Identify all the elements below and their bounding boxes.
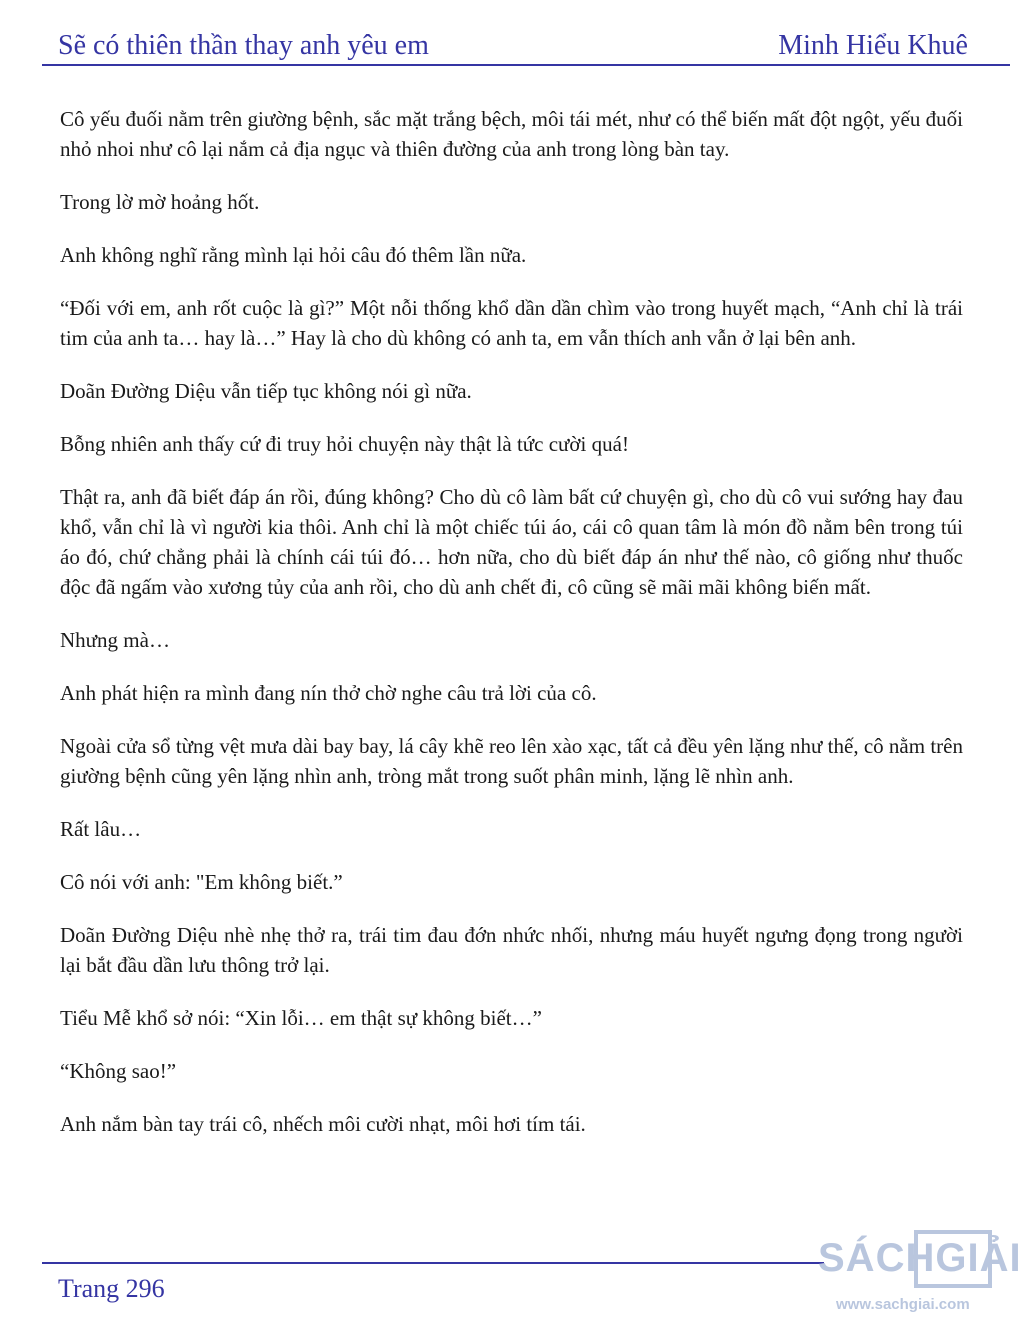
paragraph: Bỗng nhiên anh thấy cứ đi truy hỏi chuyện này thật là tức cười quá! — [60, 432, 629, 456]
paragraph: Doãn Đường Diệu nhè nhẹ thở ra, trái tim đau đớn nhức nhối, nhưng máu huyết ngưng đọng trong người lại bắt đầu dần lưu thông trở lại. — [60, 923, 963, 977]
book-author: Minh Hiểu Khuê — [778, 30, 968, 61]
paragraph: Doãn Đường Diệu vẫn tiếp tục không nói gì nữa. — [60, 379, 472, 403]
watermark-url: www.sachgiai.com — [836, 1296, 970, 1313]
paragraph: Nhưng mà… — [60, 628, 170, 652]
paragraph: Ngoài cửa sổ từng vệt mưa dài bay bay, lá cây khẽ reo lên xào xạc, tất cả đều yên lặng như thế, cô nằm trên giường bệnh cũng yên lặng nhìn anh, tròng mắt trong suốt phân minh, lặng lẽ nhìn anh. — [60, 734, 963, 788]
page-body — [60, 104, 963, 1162]
book-title: Sẽ có thiên thần thay anh yêu em — [58, 30, 429, 61]
paragraph: Trong lờ mờ hoảng hốt. — [60, 190, 260, 214]
footer-divider — [42, 1262, 824, 1264]
paragraph: Anh nắm bàn tay trái cô, nhếch môi cười nhạt, môi hơi tím tái. — [60, 1112, 586, 1136]
paragraph: Thật ra, anh đã biết đáp án rồi, đúng không? Cho dù cô làm bất cứ chuyện gì, cho dù cô vui sướng hay đau khổ, vẫn chỉ là vì người kia thôi. Anh chỉ là một chiếc túi áo, cái cô quan tâm là món đồ nằm bên trong túi áo đó, chứ chẳng phải là chính cái túi đó… hơn nữa, cho dù biết đáp án như thế nào, cô giống như thuốc độc đã ngấm vào xương tủy của anh rồi, cho dù anh chết đi, cô cũng sẽ mãi mãi không biến mất. — [60, 485, 963, 599]
page-number: Trang 296 — [58, 1274, 165, 1303]
paragraph: Anh phát hiện ra mình đang nín thở chờ nghe câu trả lời của cô. — [60, 681, 597, 705]
paragraph: Rất lâu… — [60, 817, 142, 841]
watermark — [818, 1230, 1024, 1325]
paragraph: Cô yếu đuối nằm trên giường bệnh, sắc mặt trắng bệch, môi tái mét, như có thể biến mất đột ngột, yếu đuối nhỏ nhoi như cô lại nắm cả địa ngục và thiên đường của anh trong lòng bàn tay. — [60, 107, 963, 161]
paragraph: “Không sao!” — [60, 1059, 177, 1083]
page-header — [58, 22, 968, 62]
paragraph: Cô nói với anh: "Em không biết.” — [60, 870, 343, 894]
paragraph: Anh không nghĩ rằng mình lại hỏi câu đó thêm lần nữa. — [60, 243, 527, 267]
header-divider — [42, 64, 1010, 66]
watermark-logo: SÁCHGIẢI — [818, 1236, 1022, 1280]
paragraph: Tiểu Mễ khổ sở nói: “Xin lỗi… em thật sự không biết…” — [60, 1006, 542, 1030]
paragraph: “Đối với em, anh rốt cuộc là gì?” Một nỗi thống khổ dần dần chìm vào trong huyết mạch, “Anh chỉ là trái tim của anh ta… hay là…” Hay là cho dù không có anh ta, em vẫn thích anh vẫn ở lại bên anh. — [60, 296, 963, 350]
